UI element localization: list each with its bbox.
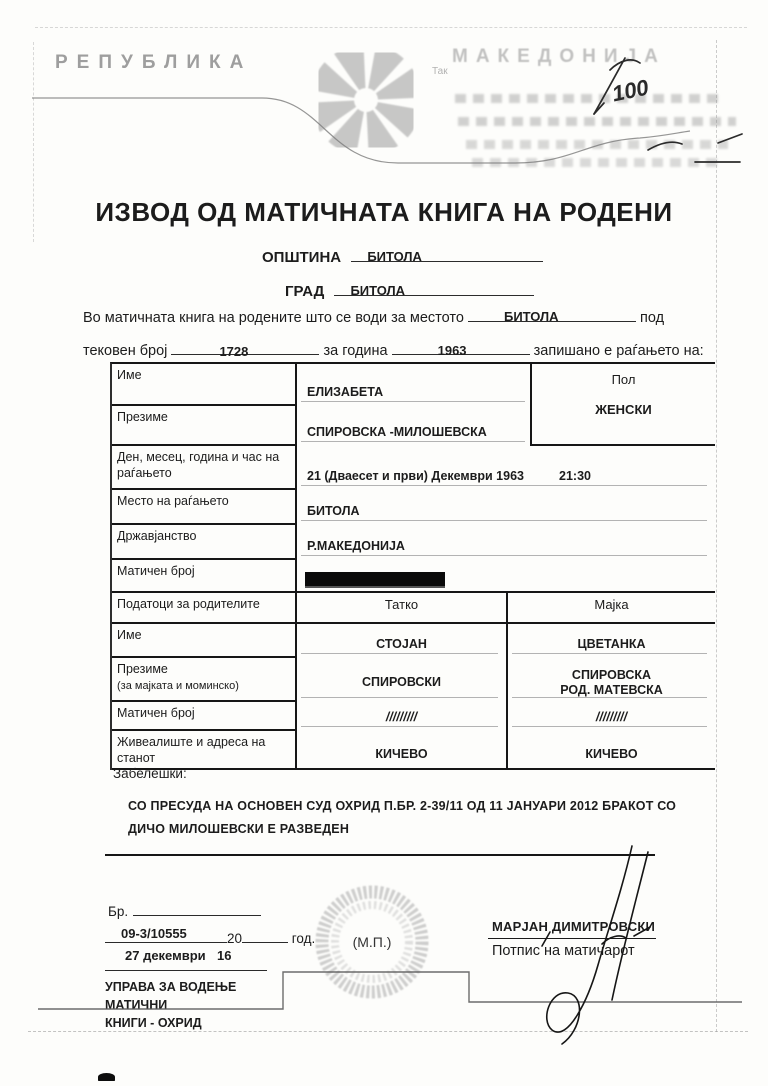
date-row [105,948,267,971]
intro-line1-end: под [640,310,665,326]
separator-line [105,854,655,856]
mother-surname-line1: СПИРОВСКА [571,667,652,682]
header-curve [32,98,690,163]
number-line [105,925,227,943]
municipality-row [262,246,543,266]
father-name-cell [297,624,506,658]
row-citizenship-value-cell [297,525,715,560]
row-surname-label: Презиме [112,406,297,446]
row-parent-name [112,624,715,658]
city-value: БИТОЛА [350,283,406,298]
row-surname-value: СПИРОВСКА -МИЛОШЕВСКА [307,425,487,439]
birth-date-value: 21 (Дваесет и први) Декември 1963 [307,469,524,483]
row-birthplace-value-cell [297,490,715,525]
row-birth-label: Ден, месец, година и час на раѓањето [112,446,297,490]
office-line1: УПРАВА ЗА ВОДЕЊЕ МАТИЧНИ [105,980,237,1013]
row-personal-id [112,560,715,593]
row-birthplace-value: БИТОЛА [307,504,360,518]
faded-stamp-line [466,140,728,149]
place-value: БИТОЛА [503,309,559,324]
row-citizenship-value: Р.МАКЕДОНИЈА [307,539,405,553]
mother-surname [508,668,715,699]
mother-id: ///////// [595,710,628,724]
row-parent-surname [112,658,715,702]
write-line [301,653,498,654]
number-year-row [105,925,315,946]
faded-stamp-line [458,117,736,126]
father-id-cell [297,702,506,731]
write-line [301,520,707,521]
year-label: за година [323,343,388,359]
signature-line [488,938,656,939]
row-parent-surname-label [112,658,297,702]
row-name-value: ЕЛИЗАБЕТА [307,385,384,399]
serial-value: 1728 [219,344,249,359]
parent-surname-label-sub: (за мајката и моминско) [117,679,239,692]
mother-surname-cell [506,658,715,702]
office-line2: КНИГИ - ОХРИД [105,1016,202,1031]
national-emblem [327,61,406,140]
year-value: 1963 [437,343,467,358]
father-id: ///////// [385,710,418,724]
sex-value: ЖЕНСКИ [595,402,652,417]
issue-year: 16 [217,948,232,963]
father-surname: СПИРОВСКИ [361,675,442,689]
serial-label: тековен број [83,343,168,359]
residence-cells [297,731,715,768]
row-personal-id-value-cell [297,560,715,591]
mother-id-cell [506,702,715,731]
mother-residence: КИЧЕВО [585,747,638,761]
row-birthplace [112,490,715,525]
tax-stamp-fragment: Так [432,66,448,77]
row-parent-id-label: Матичен број [112,702,297,731]
mother-column-header [506,593,715,622]
parents-header-cells [297,593,715,622]
municipality-blank [351,246,543,262]
city-row [285,280,534,300]
remarks-label: Забелешки: [113,766,187,781]
number-row [108,903,261,919]
write-line [301,555,707,556]
sex-label: Пол [611,372,636,387]
parents-section-label: Податоци за родителите [112,593,297,622]
republic-text: РЕПУБЛИКА [55,52,253,73]
parent-surname-label-main: Презиме [117,662,168,676]
birth-record-table [110,362,715,770]
father-residence-cell [297,731,506,768]
intro-line2-end: запишано е раѓањето на: [533,343,704,359]
faded-stamp-line [455,94,723,103]
write-line [301,401,525,402]
scan-edge-right [716,40,717,1032]
century-prefix: 20 [227,931,243,946]
write-line [512,653,707,654]
signature-caption: Потпис на матичарот [492,943,635,959]
row-birth-datetime [112,446,715,490]
father-residence: КИЧЕВО [375,747,428,761]
write-line [301,697,498,698]
record-number: 09-3/10555 [121,926,187,941]
row-parent-id [112,702,715,731]
issuing-office [105,978,300,1032]
father-column-header [297,593,506,622]
row-citizenship [112,525,715,560]
row-name-label: Име [112,364,297,406]
remarks-text: СО ПРЕСУДА НА ОСНОВЕН СУД ОХРИД П.БР. 2-39/11 ОД 11 ЈАНУАРИ 2012 БРАКОТ СО ДИЧО МИЛОШЕВСКИ Е РАЗВЕДЕН [128,799,677,836]
mother-name: ЦВЕТАНКА [577,637,646,651]
intro-line-1 [83,306,664,326]
year-blank-line [242,930,288,943]
father-header-text: Татко [384,597,419,612]
write-line [301,726,498,727]
place-blank [468,306,636,322]
scan-edge-top [35,27,747,28]
row-birth-value-cell [297,446,715,490]
parent-surname-cells [297,658,715,702]
father-surname-cell [297,658,506,702]
intro-line1-text: Во матичната книга на родените што се води за местото [83,310,464,326]
row-parent-name-label: Име [112,624,297,658]
row-parents-header [112,593,715,624]
city-label: ГРАД [285,283,325,300]
redaction-bar [305,572,445,588]
parent-name-cells [297,624,715,658]
handwritten-amount: 100 [609,74,651,107]
sex-box [530,364,715,446]
row-citizenship-label: Државјанство [112,525,297,560]
intro-line-2 [83,339,704,359]
birth-time-value: 21:30 [559,469,591,483]
row-residence [112,731,715,770]
number-label: Бр. [108,904,129,919]
write-line [301,441,525,442]
write-line [512,697,707,698]
document-title: ИЗВОД ОД МАТИЧНАТА КНИГА НА РОДЕНИ [95,197,673,227]
row-residence-label: Живеалиште и адреса на станот [112,731,297,768]
municipality-label: ОПШТИНА [262,249,342,266]
municipality-value: БИТОЛА [367,249,422,264]
number-blank [133,903,261,916]
mother-name-cell [506,624,715,658]
row-birthplace-label: Место на раѓањето [112,490,297,525]
mother-header-text: Мајка [594,597,629,612]
year-blank [392,339,530,358]
issue-date: 27 декември [125,948,206,963]
serial-blank [171,339,319,359]
faded-stamp-line [472,158,724,167]
seal-abbreviation: (М.П.) [352,934,392,950]
ink-blot [98,1073,115,1081]
city-blank [334,280,534,296]
registrar-name: МАРЈАН ДИМИТРОВСКИ [492,919,655,934]
year-suffix-label: год. [291,931,316,946]
row-personal-id-label: Матичен број [112,560,297,591]
father-name: СТОЈАН [376,637,427,651]
mother-surname-line2: РОД. МАТЕВСКА [560,683,663,698]
parent-id-cells [297,702,715,731]
write-line [301,485,707,486]
country-text: МАКЕДОНИЈА [452,46,666,67]
mother-residence-cell [506,731,715,768]
write-line [512,726,707,727]
